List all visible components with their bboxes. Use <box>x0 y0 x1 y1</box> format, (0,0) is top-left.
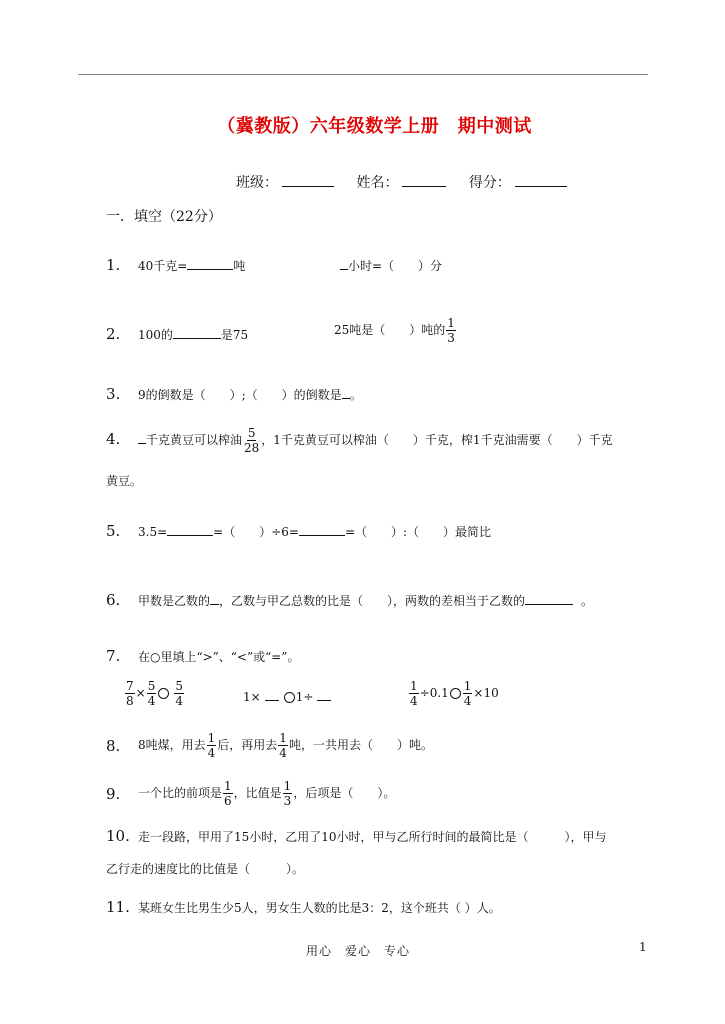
operator: × <box>135 686 146 700</box>
q11-text: 某班女生比男生少5人，男女生人数的比是3：2，这个班共（ ）人。 <box>138 901 501 915</box>
question-number: 1. <box>106 256 121 274</box>
question-5 <box>106 523 491 540</box>
fraction <box>283 779 293 808</box>
answer-line <box>299 526 345 536</box>
q7-e2-text-b: 1÷ <box>295 690 314 704</box>
answer-line <box>265 691 279 701</box>
question-number: 4. <box>106 430 121 448</box>
q3-text: 9的倒数是（ ）;（ ）的倒数是 <box>138 388 342 402</box>
q9-text-c: ，后项是（ ）。 <box>293 786 396 800</box>
fraction <box>125 679 135 708</box>
answer-line <box>167 526 213 536</box>
question-number: 2. <box>106 325 121 343</box>
denominator: 6 <box>224 794 232 808</box>
question-number: 11. <box>106 898 130 916</box>
page-footer: 用心 爱心 专心 <box>306 944 411 958</box>
section-heading: 一．填空（22分） <box>106 209 222 225</box>
question-10 <box>106 828 607 845</box>
compare-circle[interactable] <box>158 688 169 699</box>
question-4-continued: 黄豆。 <box>106 474 143 488</box>
q1-text-b: 吨 <box>233 259 246 273</box>
question-3 <box>106 386 362 403</box>
numerator: 1 <box>207 731 216 745</box>
denominator: 4 <box>279 746 287 760</box>
answer-line <box>342 389 350 399</box>
fraction <box>243 426 260 455</box>
fraction <box>207 731 217 760</box>
denominator: 3 <box>283 794 292 808</box>
denominator: 4 <box>175 694 183 708</box>
score-label: 得分： <box>468 175 511 191</box>
q9-text-b: ，比值是 <box>233 786 282 800</box>
q1-text-c: 小时=（ ）分 <box>348 259 443 273</box>
name-blank <box>402 174 446 187</box>
q8-text-c: 吨，一共用去（ ）吨。 <box>288 738 433 752</box>
class-label: 班级： <box>236 175 278 191</box>
numerator: 1 <box>463 679 472 693</box>
q5-text-b: =（ ）÷6= <box>213 525 299 539</box>
denominator: 4 <box>147 694 156 708</box>
answer-line <box>317 691 331 701</box>
operator: ÷0.1 <box>419 686 449 700</box>
denominator: 4 <box>207 746 216 760</box>
question-2 <box>106 326 248 343</box>
numerator: 5 <box>175 679 183 693</box>
student-info <box>236 172 571 192</box>
numerator: 1 <box>283 779 292 793</box>
numerator: 5 <box>147 679 156 693</box>
question-11 <box>106 899 501 916</box>
fraction <box>463 679 473 708</box>
q9-text-a: 一个比的前项是 <box>138 786 223 800</box>
fraction <box>446 316 456 345</box>
q2-text-a: 100的 <box>138 328 173 342</box>
q5-text-c: =（ ）:（ ）最简比 <box>344 525 492 539</box>
compare-circle[interactable] <box>284 692 295 703</box>
q6-text-c: 。 <box>581 594 594 608</box>
question-number: 5. <box>106 522 121 540</box>
class-blank <box>282 174 334 187</box>
q4-text-a: 千克黄豆可以榨油 <box>146 433 243 447</box>
fraction <box>278 731 288 760</box>
answer-line <box>525 595 573 605</box>
denominator: 3 <box>447 331 455 345</box>
q7-expression-2 <box>243 690 331 704</box>
question-1-part-2 <box>340 257 442 274</box>
question-8 <box>106 731 433 760</box>
numerator: 7 <box>126 679 134 693</box>
question-number: 3. <box>106 385 121 403</box>
answer-line <box>210 595 219 605</box>
q10-text: 走一段路，甲用了15小时，乙用了10小时，甲与乙所行时间的最简比是（ ），甲与 <box>138 830 607 844</box>
answer-line <box>173 329 221 339</box>
q8-text-b: 后，再用去 <box>217 738 278 752</box>
question-2-part-2 <box>334 316 457 345</box>
question-4 <box>106 426 613 455</box>
q7-text: 在○里填上“>”、“<”或“=”。 <box>138 650 300 664</box>
header-rule <box>78 74 648 75</box>
question-number: 9. <box>106 784 121 803</box>
q7-expression-1 <box>124 679 185 708</box>
score-blank <box>515 174 567 187</box>
question-1 <box>106 257 245 274</box>
q6-text-a: 甲数是乙数的 <box>138 594 211 608</box>
answer-line <box>187 260 233 270</box>
q2-text-c: 25吨是（ ）吨的 <box>334 323 446 337</box>
question-number: 6. <box>106 591 121 609</box>
question-number: 8. <box>106 736 121 755</box>
denominator: 8 <box>126 694 134 708</box>
page-number: 1 <box>639 940 647 954</box>
q2-text-b: 是75 <box>220 328 249 342</box>
fraction <box>147 679 157 708</box>
denominator: 4 <box>410 694 418 708</box>
name-label: 姓名： <box>356 175 399 191</box>
q3-end: 。 <box>349 388 362 402</box>
q6-text-b: ，乙数与甲乙总数的比是（ ），两数的差相当于乙数的 <box>219 594 526 608</box>
numerator: 5 <box>247 426 256 440</box>
fraction <box>223 779 233 808</box>
denominator: 4 <box>463 694 472 708</box>
fraction <box>409 679 419 708</box>
denominator: 28 <box>244 441 260 455</box>
fraction <box>174 679 184 708</box>
question-7 <box>106 648 299 665</box>
q4-text-b: ，1千克黄豆可以榨油（ ）千克，榨1千克油需要（ ）千克 <box>261 433 613 447</box>
question-6 <box>106 592 593 609</box>
numerator: 1 <box>279 731 287 745</box>
numerator: 1 <box>447 316 455 330</box>
question-number: 7. <box>106 647 121 665</box>
answer-line <box>340 260 348 270</box>
page-title: （冀教版）六年级数学上册 期中测试 <box>217 116 532 137</box>
answer-line <box>138 434 146 444</box>
question-9 <box>106 779 395 808</box>
compare-circle[interactable] <box>450 688 461 699</box>
q7-expression-3 <box>408 679 499 708</box>
q1-text-a: 40千克= <box>138 259 188 273</box>
q5-text-a: 3.5= <box>138 525 168 539</box>
question-10-continued: 乙行走的速度比的比值是（ ）。 <box>106 862 305 876</box>
numerator: 1 <box>224 779 232 793</box>
operator: ×10 <box>473 686 499 700</box>
numerator: 1 <box>410 679 418 693</box>
question-number: 10. <box>106 827 130 845</box>
q7-e2-text-a: 1× <box>243 690 261 704</box>
q8-text-a: 8吨煤，用去 <box>138 738 206 752</box>
